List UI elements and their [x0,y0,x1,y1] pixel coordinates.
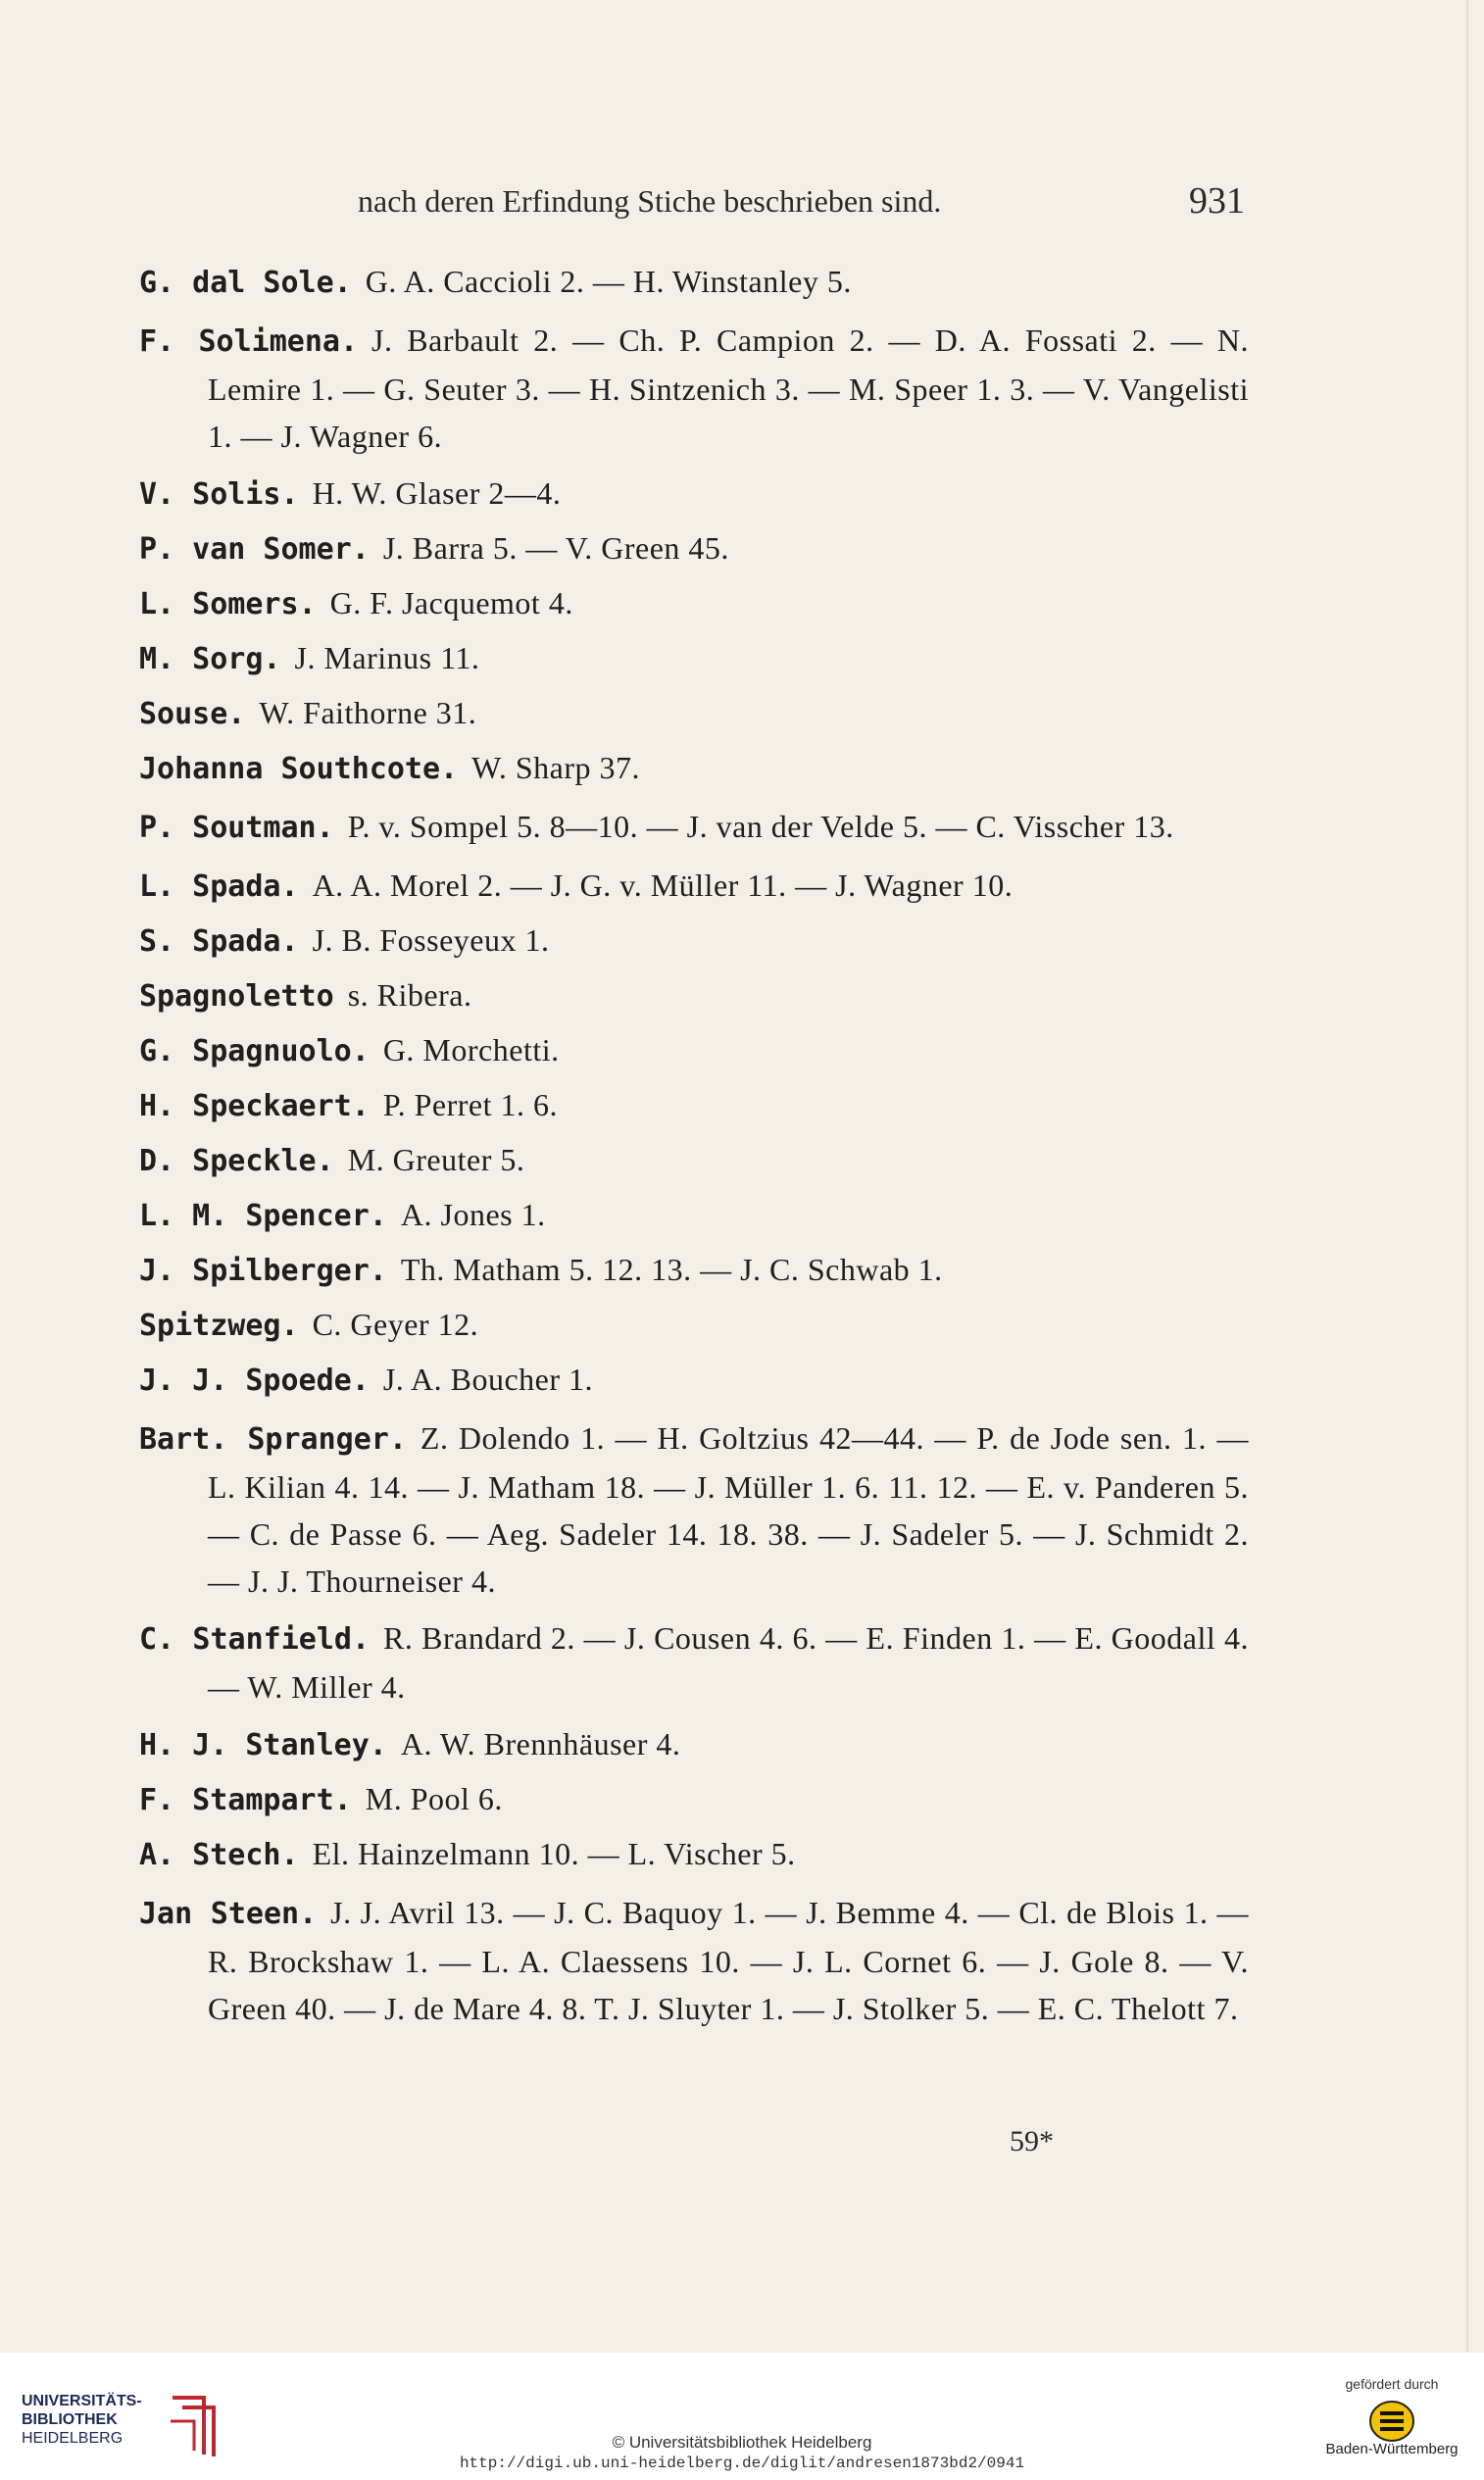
engraver-list: C. Geyer 12. [312,1307,479,1342]
index-entry [139,1356,1249,1405]
index-entry [139,258,1249,307]
engraver-list: H. W. Glaser 2—4. [312,475,562,511]
artist-name: Spitzweg. [139,1309,299,1343]
artist-name: G. Spagnuolo. [139,1034,370,1068]
index-entry [139,1720,1249,1769]
engraver-list: G. A. Caccioli 2. — H. Winstanley 5. [365,264,852,299]
artist-name: L. Spada. [139,869,299,904]
engraver-list: A. W. Brennhäuser 4. [400,1726,681,1761]
engraver-list: G. Morchetti. [382,1032,560,1067]
artist-name: C. Stanfield. [139,1622,371,1657]
index-entry [139,634,1249,683]
funder-name: Baden-Württemberg [1325,2441,1459,2457]
artist-name: F. Stampart. [139,1783,352,1817]
page-number: 931 [1189,180,1245,222]
engraver-list: A. A. Morel 2. — J. G. v. Müller 11. — J. Wagner 10. [312,868,1014,903]
engraver-list: M. Pool 6. [365,1781,503,1816]
index-entry [139,579,1249,628]
engraver-list: J. J. Avril 13. — J. C. Baquoy 1. — J. Bemme 4. — Cl. de Blois 1. — R. Brockshaw 1. — L. A. Claessens 10. — J. L. Cornet 6. — J. Gole 8. — V. Green 40. — J. de Mare 4. 8. T. J. Sluyter 1. — J. Stolker 5. — E. C. Thelott 7. [208,1895,1249,2026]
engraver-list: J. A. Boucher 1. [382,1362,594,1397]
engraver-list: s. Ribera. [347,977,472,1013]
engraver-list: P. Perret 1. 6. [382,1087,558,1122]
artist-name: Bart. Spranger. [139,1422,407,1457]
artist-name: Johanna Southcote. [139,752,459,786]
artist-name: Souse. [139,697,246,731]
artist-name: H. Speckaert. [139,1089,370,1123]
index-entry [139,524,1249,573]
library-name-line2: BIBLIOTHEK [22,2411,118,2428]
funder-note: gefördert durch [1345,2376,1439,2392]
index-entry [139,317,1249,460]
index-entry [139,1889,1249,2032]
engraver-list: Th. Matham 5. 12. 13. — J. C. Schwab 1. [400,1252,943,1287]
funder-block [1313,2376,1470,2457]
artist-name: S. Spada. [139,924,299,959]
index-entry [139,470,1249,519]
index-entry [139,971,1249,1020]
index-entry [139,1830,1249,1879]
artist-name: L. Somers. [139,587,317,621]
index-entry [139,1026,1249,1075]
artist-name: L. M. Spencer. [139,1199,387,1233]
index-entry [139,917,1249,966]
index-entry [139,1775,1249,1824]
index-entry [139,1136,1249,1185]
page-edge [1466,0,1468,2353]
index-entry [139,803,1249,852]
engraver-list: J. Barra 5. — V. Green 45. [382,530,729,566]
state-coat-of-arms-icon [1364,2396,1419,2447]
index-entries [139,258,1249,2038]
engraver-list: J. Marinus 11. [294,640,480,675]
index-entry [139,1081,1249,1130]
signature-mark: 59* [1010,2125,1054,2158]
artist-name: P. van Somer. [139,532,370,567]
library-name-line3: HEIDELBERG [22,2430,124,2447]
engraver-list: R. Brandard 2. — J. Cousen 4. 6. — E. Finden 1. — E. Goodall 4. — W. Miller 4. [208,1620,1249,1705]
page-header [137,179,1245,228]
artist-name: Spagnoletto [139,979,334,1014]
engraver-list: A. Jones 1. [400,1197,546,1232]
engraver-list: W. Faithorne 31. [259,695,477,730]
index-entry [139,862,1249,911]
digitization-footer [0,2353,1484,2480]
permalink[interactable]: http://digi.ub.uni-heidelberg.de/diglit/andresen1873bd2/0941 [459,2455,1025,2472]
engraver-list: M. Greuter 5. [347,1142,525,1177]
artist-name: G. dal Sole. [139,266,352,300]
artist-name: F. Solimena. [139,324,359,359]
engraver-list: J. Barbault 2. — Ch. P. Campion 2. — D. A. Fossati 2. — N. Lemire 1. — G. Seuter 3. — H. Sintzenich 3. — M. Speer 1. 3. — V. Vangelisti 1. — J. Wagner 6. [208,322,1250,454]
index-entry [139,1301,1249,1350]
index-entry [139,1614,1249,1711]
engraver-list: El. Hainzelmann 10. — L. Vischer 5. [312,1836,796,1871]
copyright-notice: © Universitätsbibliothek Heidelberg [612,2433,872,2452]
library-name-line1: UNIVERSITÄTS- [22,2393,142,2409]
engraver-list: G. F. Jacquemot 4. [329,585,573,620]
engraver-list: J. B. Fosseyeux 1. [312,922,550,958]
index-entry [139,689,1249,738]
artist-name: A. Stech. [139,1838,299,1872]
engraver-list: W. Sharp 37. [471,750,641,785]
running-title: nach deren Erfindung Stiche beschrieben sind. [358,183,942,219]
index-entry [139,1191,1249,1240]
index-entry [139,1246,1249,1295]
artist-name: J. J. Spoede. [139,1364,370,1398]
artist-name: D. Speckle. [139,1144,334,1178]
artist-name: P. Soutman. [139,811,334,845]
engraver-list: Z. Dolendo 1. — H. Goltzius 42—44. — P. de Jode sen. 1. — L. Kilian 4. 14. — J. Matham 18. — J. Müller 1. 6. 11. 12. — E. v. Panderen 5. — C. de Passe 6. — Aeg. Sadeler 14. 18. 38. — J. Sadeler 5. — J. Schmidt 2. — J. J. Thourneiser 4. [208,1420,1249,1599]
artist-name: M. Sorg. [139,642,281,676]
artist-name: H. J. Stanley. [139,1728,387,1762]
index-entry [139,744,1249,793]
artist-name: Jan Steen. [139,1897,318,1931]
artist-name: V. Solis. [139,477,299,512]
artist-name: J. Spilberger. [139,1254,387,1288]
engraver-list: P. v. Sompel 5. 8—10. — J. van der Velde 5. — C. Visscher 13. [347,809,1174,844]
index-entry [139,1414,1249,1605]
